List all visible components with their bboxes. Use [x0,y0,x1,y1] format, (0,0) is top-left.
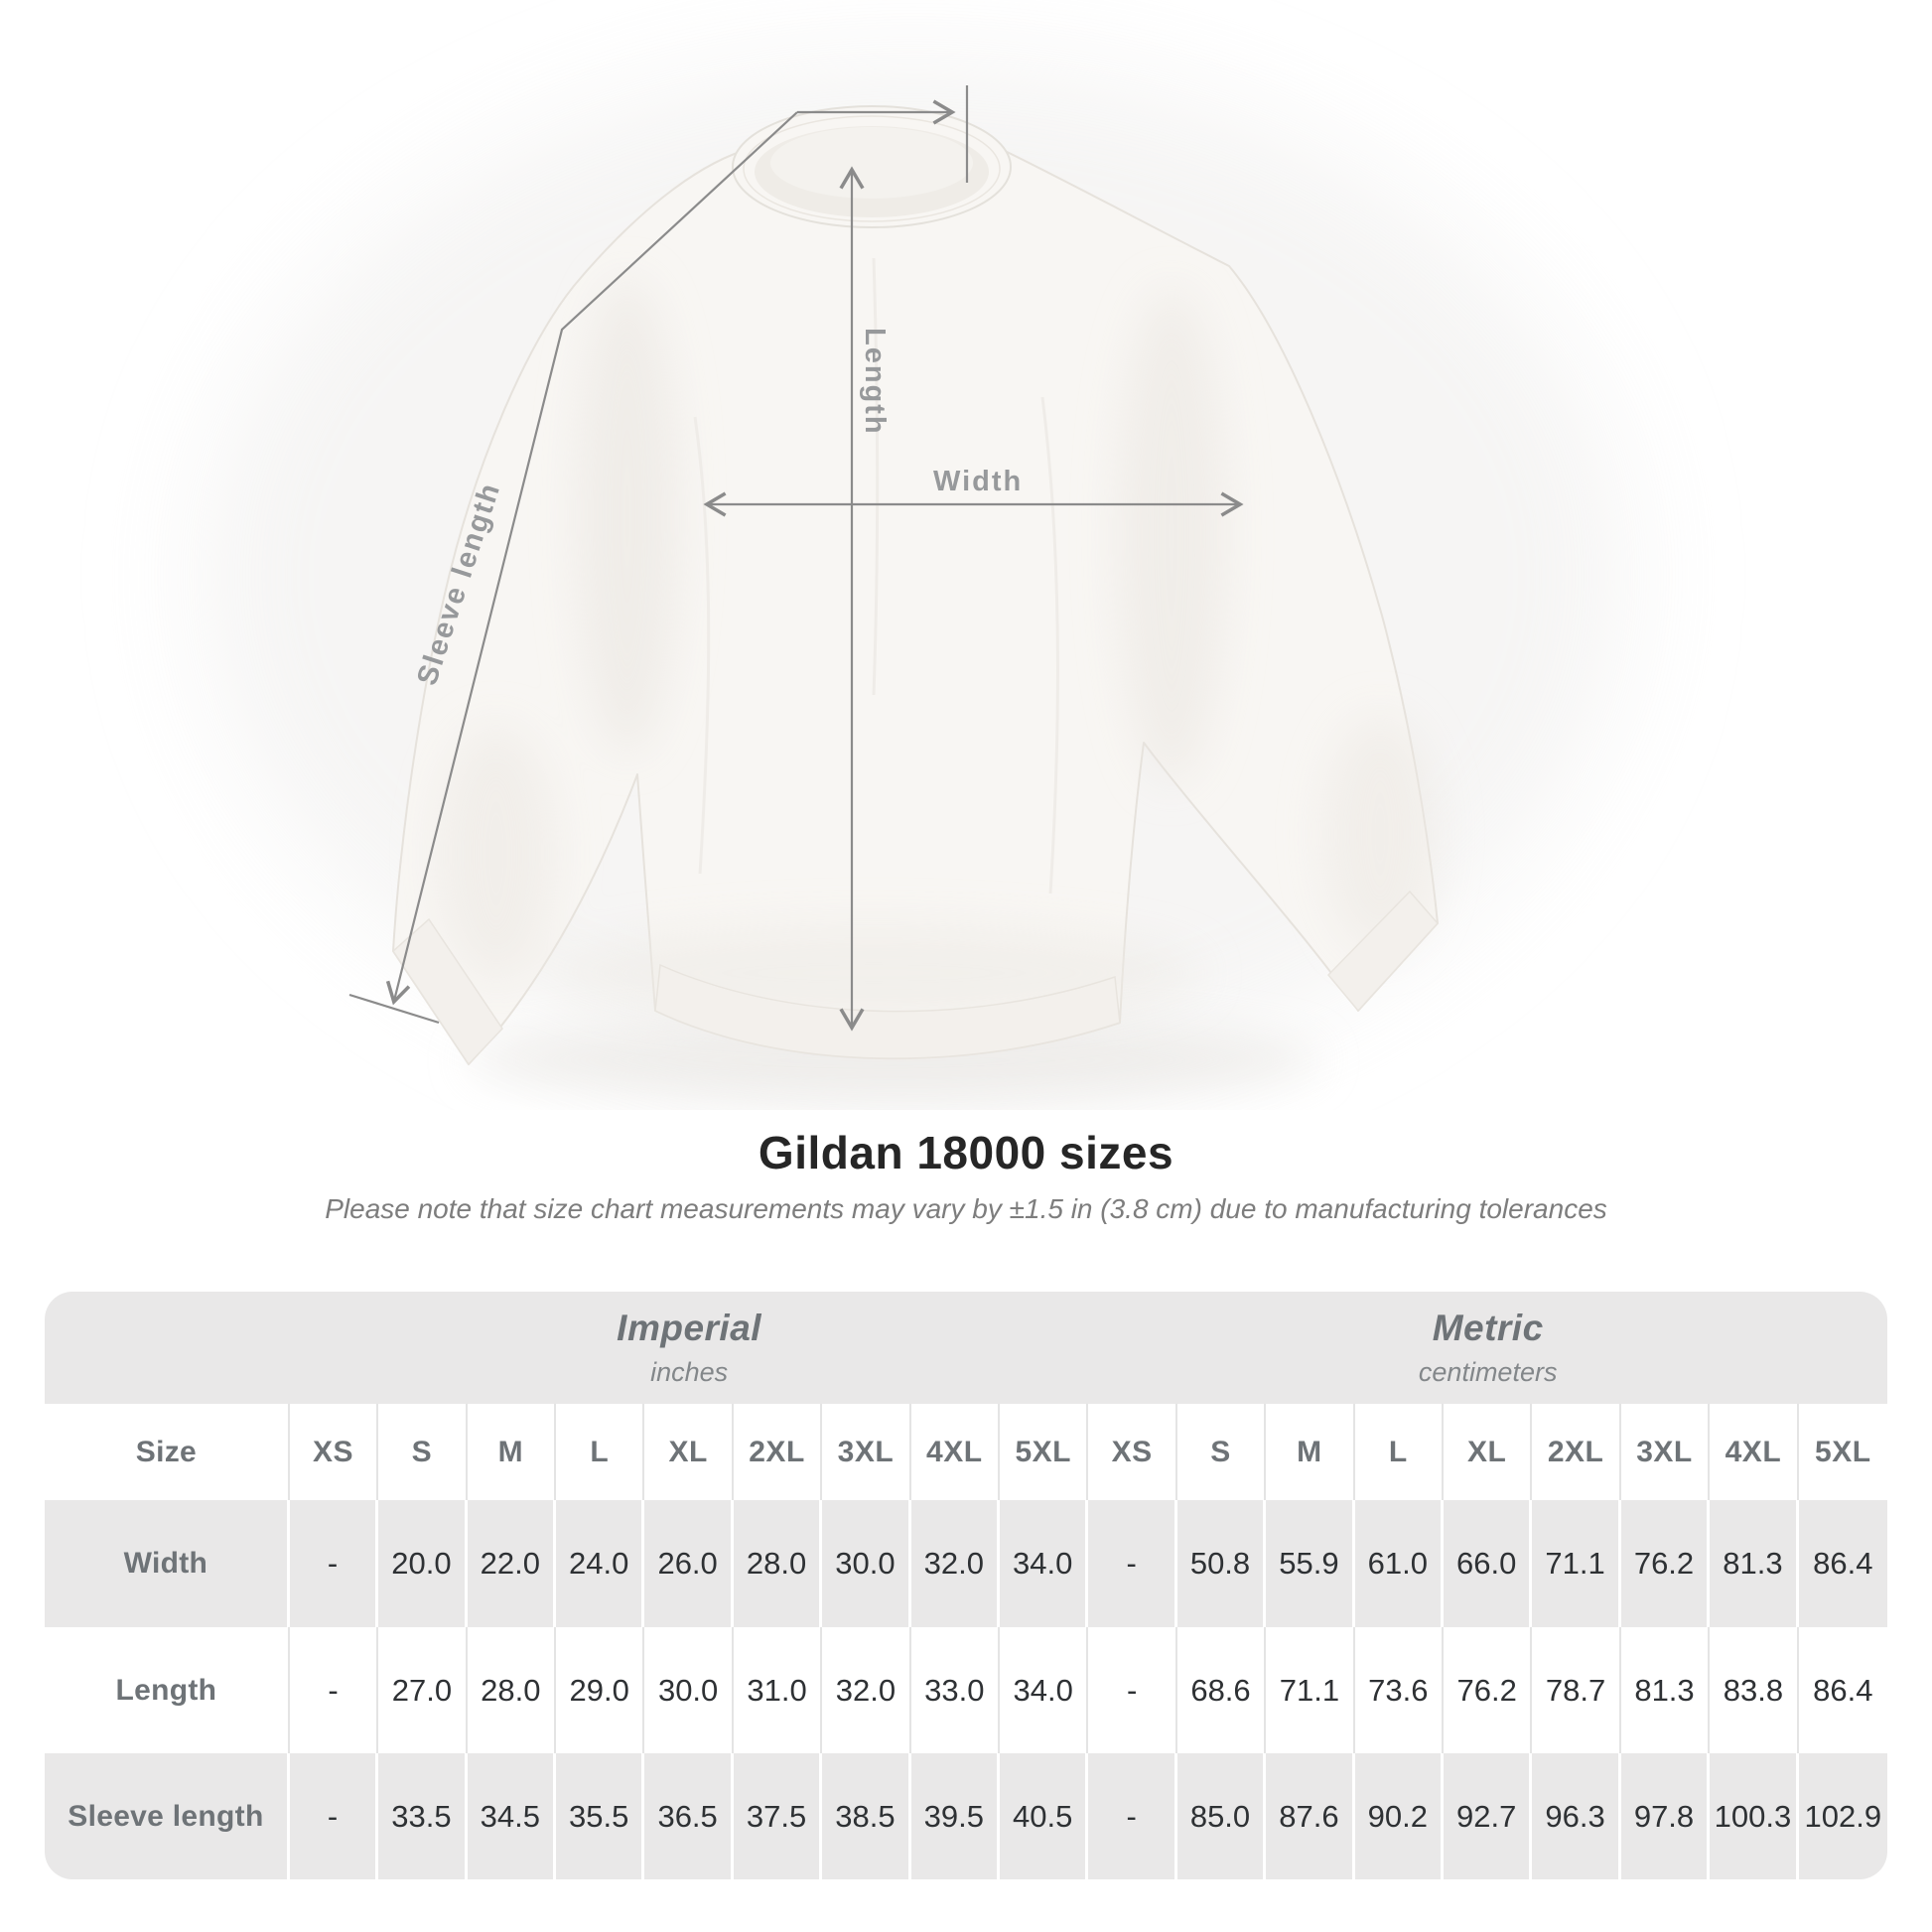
imperial-size-header: 3XL [822,1404,910,1500]
metric-size-header: XL [1444,1404,1532,1500]
length-row-label: Length [45,1627,290,1753]
size-table [45,1292,1887,1879]
table-cell: 35.5 [556,1753,644,1879]
table-cell: 34.0 [1000,1627,1088,1753]
width-row-label: Width [45,1500,290,1627]
table-cell: - [1088,1627,1176,1753]
page-subtitle: Please note that size chart measurements may vary by ±1.5 in (3.8 cm) due to manufacturing tolerances [325,1193,1607,1224]
collar [733,106,1011,227]
table-cell: - [290,1753,378,1879]
page-title: Gildan 18000 sizes [758,1127,1174,1178]
metric-unit: centimeters [1418,1357,1558,1387]
metric-size-header: 4XL [1710,1404,1798,1500]
unit-band-spacer [45,1292,290,1404]
table-cell: 61.0 [1355,1500,1444,1627]
imperial-size-header: L [556,1404,644,1500]
table-cell: 87.6 [1266,1753,1354,1879]
table-cell: 92.7 [1444,1753,1532,1879]
table-cell: 66.0 [1444,1500,1532,1627]
table-cell: 27.0 [378,1627,467,1753]
imperial-size-header: S [378,1404,467,1500]
table-cell: 81.3 [1621,1627,1710,1753]
table-cell: - [290,1500,378,1627]
table-cell: 33.0 [911,1627,1000,1753]
table-cell: 32.0 [911,1500,1000,1627]
table-cell: 76.2 [1444,1627,1532,1753]
imperial-section-header [290,1292,1089,1404]
metric-section-header [1088,1292,1887,1404]
metric-size-header: 5XL [1799,1404,1887,1500]
table-cell: 24.0 [556,1500,644,1627]
table-cell: 33.5 [378,1753,467,1879]
table-cell: 81.3 [1710,1500,1798,1627]
table-cell: 34.0 [1000,1500,1088,1627]
table-cell: 38.5 [822,1753,910,1879]
table-cell: 37.5 [734,1753,822,1879]
table-cell: 50.8 [1177,1500,1266,1627]
table-cell: 97.8 [1621,1753,1710,1879]
sleeve-length-label: Sleeve length [411,478,507,690]
table-cell: 73.6 [1355,1627,1444,1753]
imperial-size-header: 5XL [1000,1404,1088,1500]
metric-size-header: S [1177,1404,1266,1500]
unit-band [45,1292,1887,1404]
table-cell: 28.0 [734,1500,822,1627]
table-cell: 68.6 [1177,1627,1266,1753]
table-cell: 86.4 [1799,1500,1887,1627]
table-cell: 102.9 [1799,1753,1887,1879]
table-cell: 28.0 [468,1627,556,1753]
table-cell: 34.5 [468,1753,556,1879]
table-cell: 36.5 [644,1753,733,1879]
imperial-size-header: XL [644,1404,733,1500]
table-cell: 32.0 [822,1627,910,1753]
table-cell: - [1088,1753,1176,1879]
table-cell: 55.9 [1266,1500,1354,1627]
imperial-size-header: 4XL [911,1404,1000,1500]
table-cell: 29.0 [556,1627,644,1753]
width-label: Width [933,466,1024,497]
table-cell: 96.3 [1532,1753,1620,1879]
table-cell: - [290,1627,378,1753]
table-cell: 90.2 [1355,1753,1444,1879]
table-cell: 78.7 [1532,1627,1620,1753]
table-cell: 39.5 [911,1753,1000,1879]
imperial-unit: inches [650,1357,729,1387]
table-cell: 85.0 [1177,1753,1266,1879]
table-cell: - [1088,1500,1176,1627]
table-cell: 20.0 [378,1500,467,1627]
length-label: Length [859,328,891,436]
metric-size-header: 2XL [1532,1404,1620,1500]
table-cell: 40.5 [1000,1753,1088,1879]
table-cell: 22.0 [468,1500,556,1627]
table-cell: 31.0 [734,1627,822,1753]
metric-label: Metric [1432,1308,1544,1348]
table-cell: 30.0 [822,1500,910,1627]
table-cell: 71.1 [1266,1627,1354,1753]
table-cell: 71.1 [1532,1500,1620,1627]
metric-size-header: XS [1088,1404,1176,1500]
size-column-header: Size [45,1404,290,1500]
imperial-label: Imperial [617,1308,762,1348]
size-grid [45,1404,1887,1879]
metric-size-header: M [1266,1404,1354,1500]
table-cell: 76.2 [1621,1500,1710,1627]
imperial-size-header: 2XL [734,1404,822,1500]
imperial-size-header: XS [290,1404,378,1500]
table-cell: 26.0 [644,1500,733,1627]
metric-size-header: L [1355,1404,1444,1500]
sleeve-row-label: Sleeve length [45,1753,290,1879]
table-cell: 100.3 [1710,1753,1798,1879]
table-cell: 30.0 [644,1627,733,1753]
table-cell: 86.4 [1799,1627,1887,1753]
table-cell: 83.8 [1710,1627,1798,1753]
imperial-size-header: M [468,1404,556,1500]
metric-size-header: 3XL [1621,1404,1710,1500]
